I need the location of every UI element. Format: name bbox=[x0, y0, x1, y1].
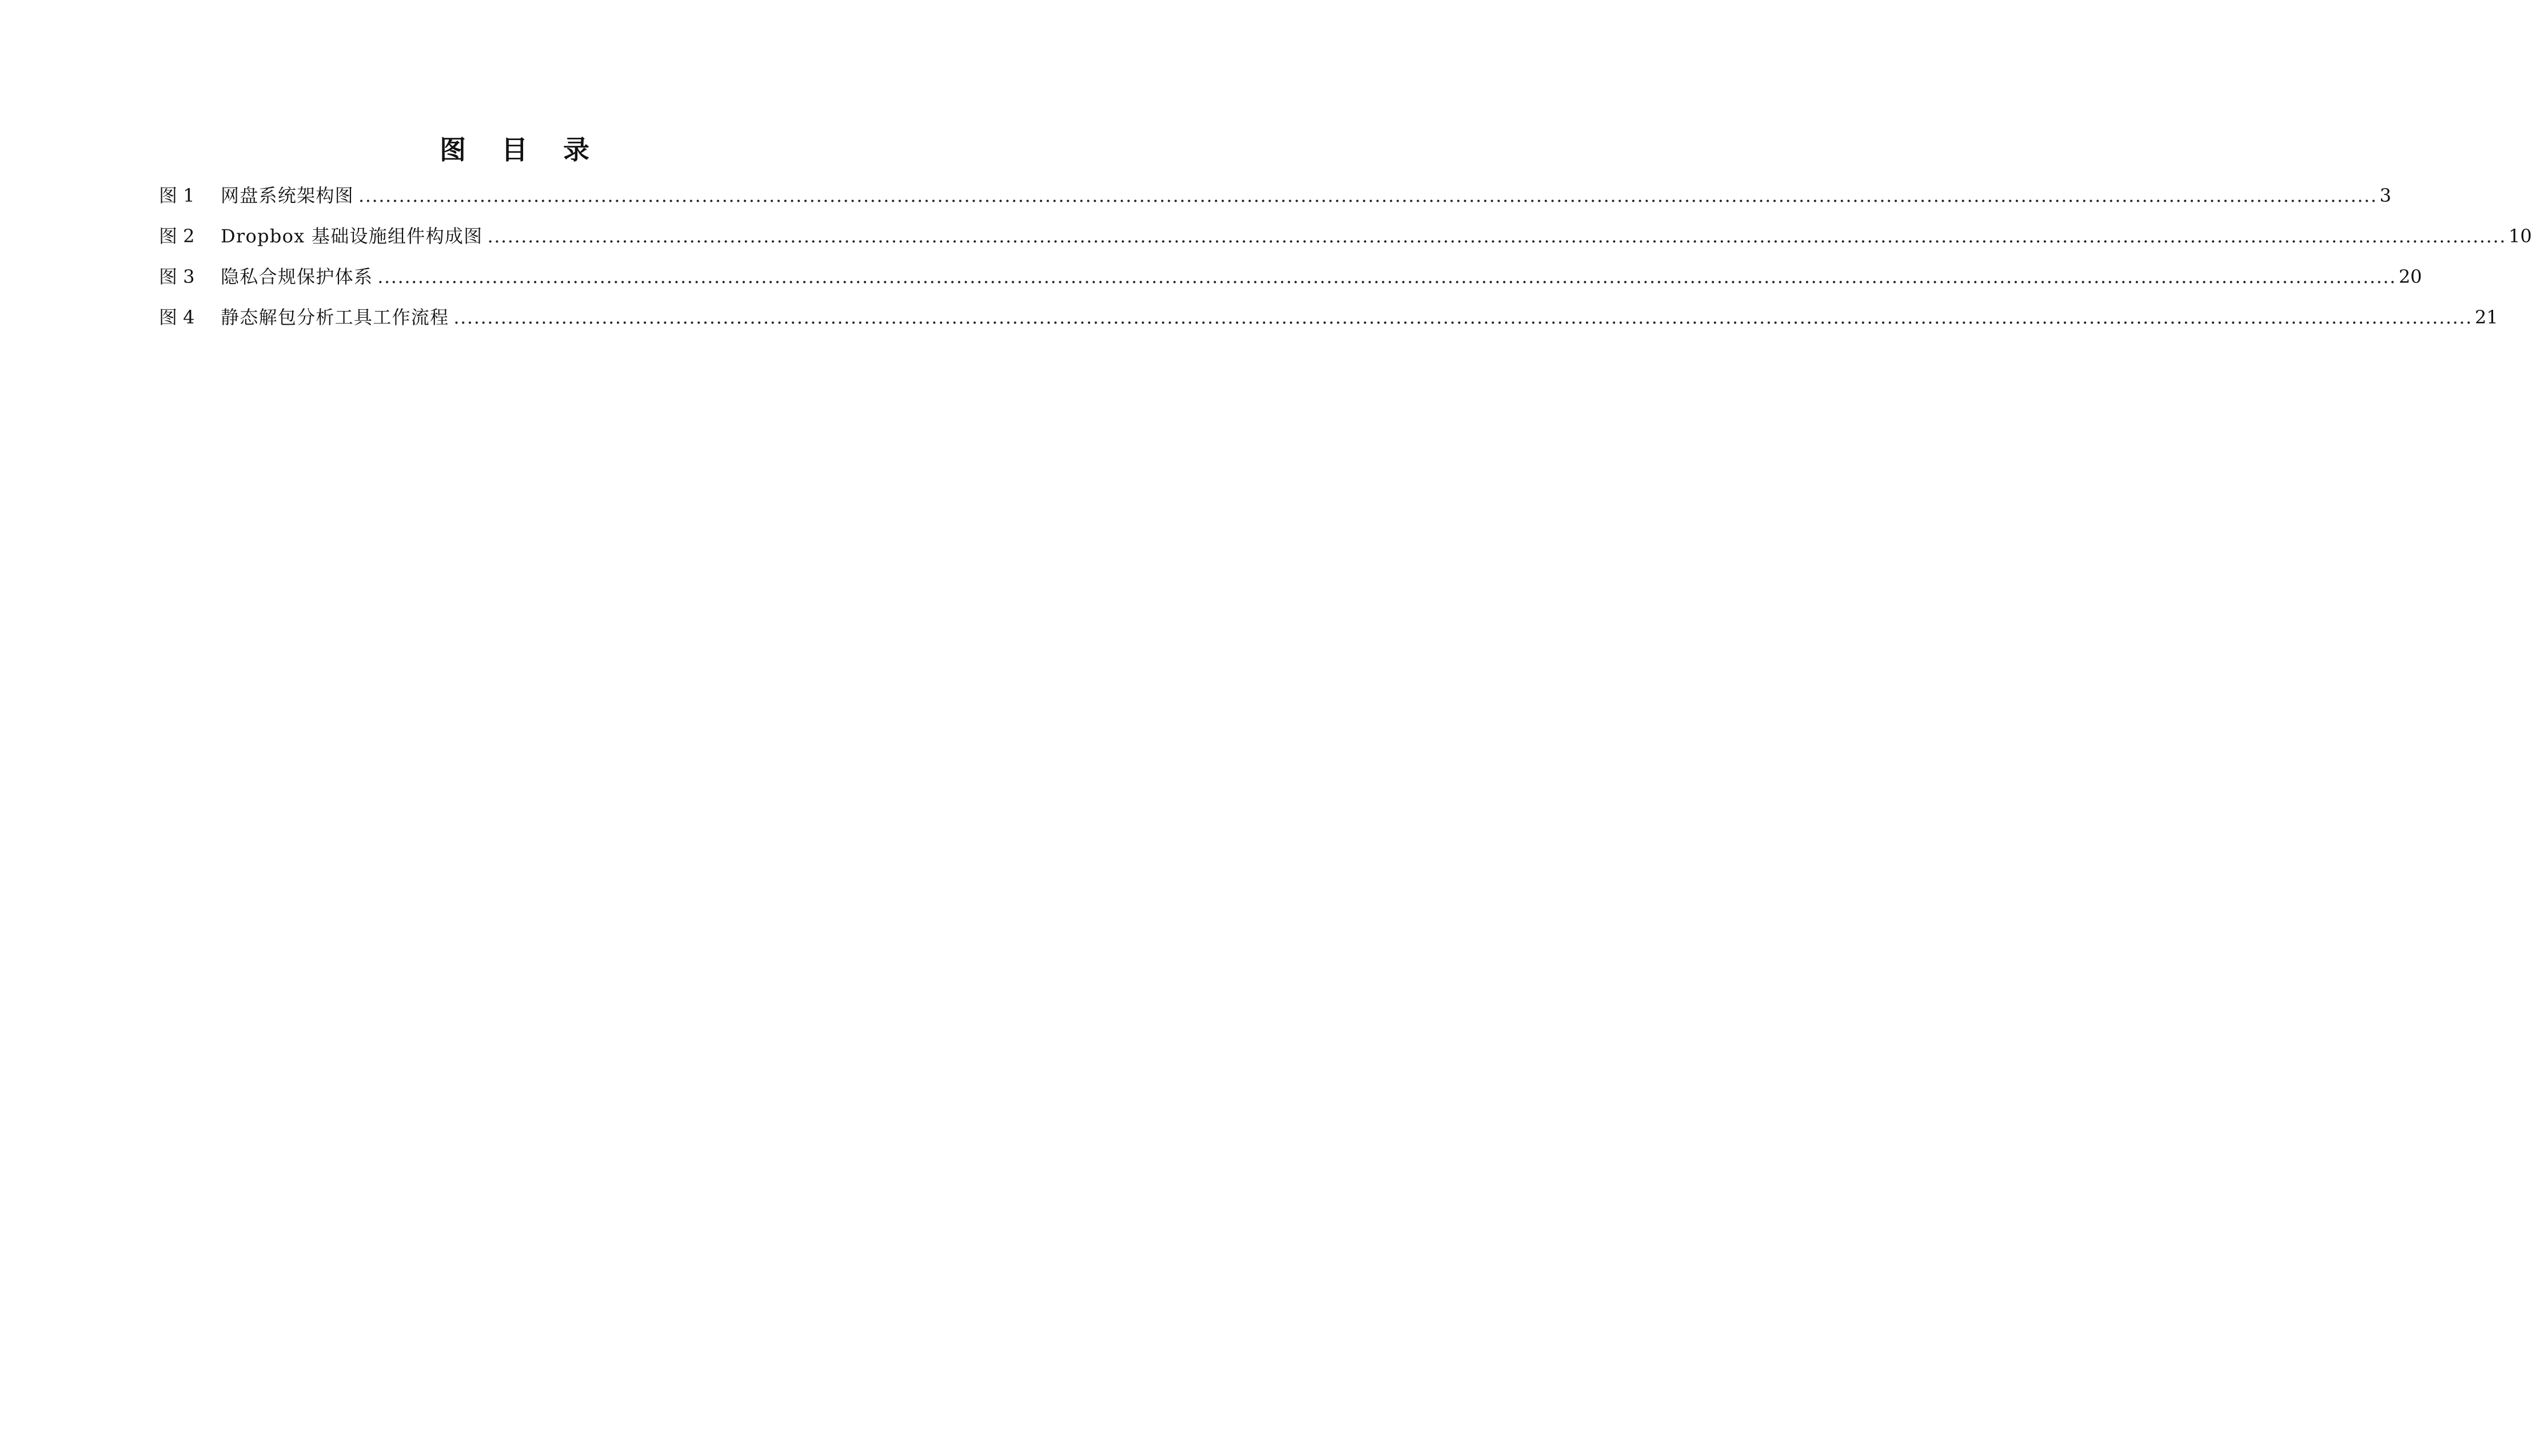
dot-leader: ............................................................................................................................................................................................................................................................................................................ bbox=[358, 185, 2378, 206]
figure-caption: 隐私合规保护体系 bbox=[221, 266, 373, 288]
page-title: 图 目 录 bbox=[439, 134, 603, 165]
toc-entry bbox=[159, 224, 2532, 264]
figure-number: 图 1 bbox=[159, 185, 195, 206]
figure-number: 图 3 bbox=[159, 266, 195, 288]
page-number: 10 bbox=[2509, 225, 2532, 247]
figure-number: 图 2 bbox=[159, 225, 195, 247]
figure-caption: Dropbox 基础设施组件构成图 bbox=[221, 225, 483, 247]
figure-caption: 静态解包分析工具工作流程 bbox=[221, 306, 449, 328]
dot-leader: ............................................................................................................................................................................................................................................................................................................ bbox=[453, 306, 2473, 328]
figure-list bbox=[159, 183, 2532, 345]
figure-caption: 网盘系统架构图 bbox=[221, 185, 354, 206]
toc-entry bbox=[159, 183, 2391, 224]
dot-leader: ............................................................................................................................................................................................................................................................................................................ bbox=[377, 266, 2397, 288]
page-number: 20 bbox=[2398, 266, 2422, 288]
toc-entry bbox=[159, 305, 2498, 345]
page-number: 21 bbox=[2474, 306, 2498, 328]
figure-number: 图 4 bbox=[159, 306, 195, 328]
dot-leader: ............................................................................................................................................................................................................................................................................................................ bbox=[487, 225, 2506, 247]
page-number: 3 bbox=[2379, 185, 2391, 206]
toc-entry bbox=[159, 264, 2422, 305]
